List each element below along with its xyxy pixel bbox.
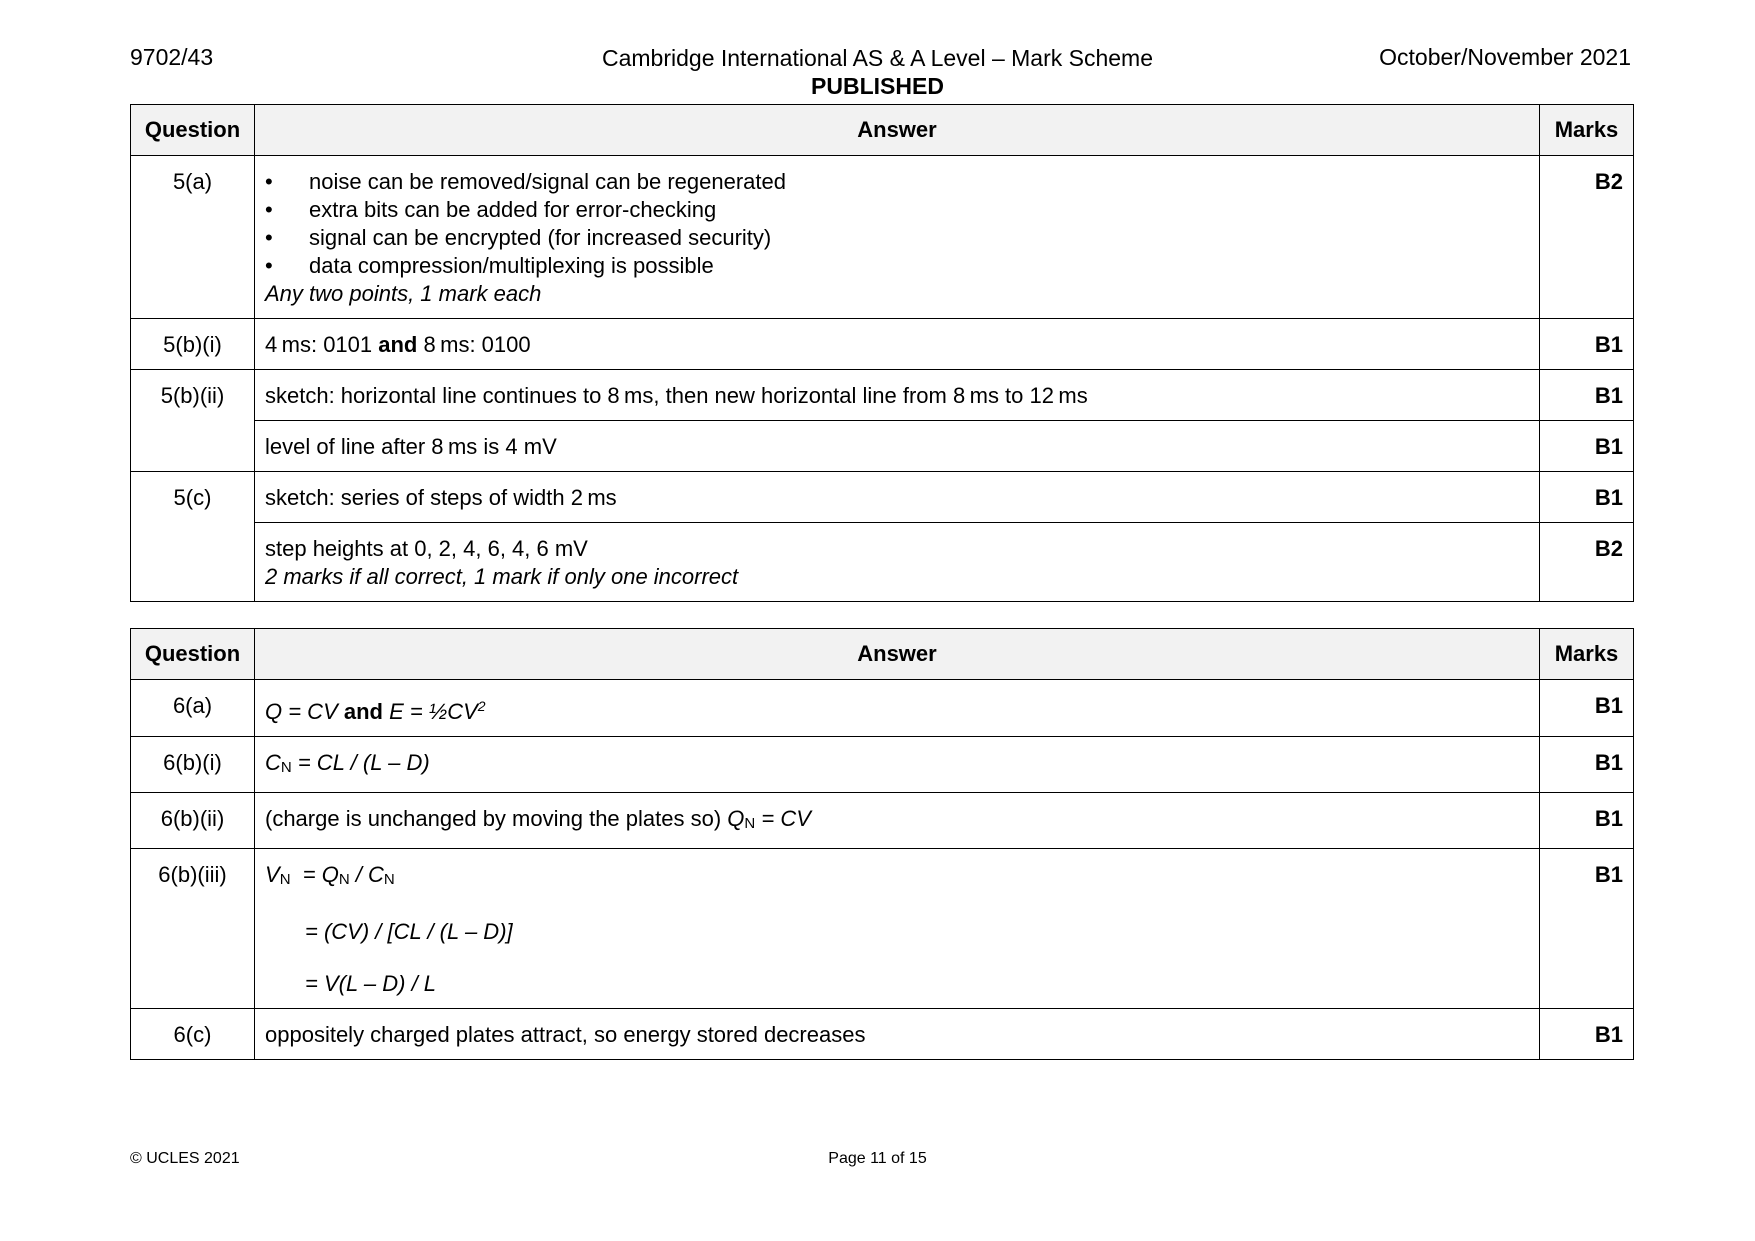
- answer-text: step heights at 0, 2, 4, 6, 4, 6 mV: [265, 536, 588, 561]
- table-row: [131, 472, 1634, 523]
- answer-text: 4 ms: 0101: [265, 332, 379, 357]
- derivation-line-2: = (CV) / [CL / (L – D)]: [305, 919, 513, 944]
- answer-cell: sketch: series of steps of width 2 ms: [255, 472, 1540, 523]
- question-label: 6(b)(iii): [131, 849, 255, 1009]
- table-row: [131, 849, 1634, 1009]
- question-label: 6(c): [131, 1009, 255, 1060]
- answer-cell: sketch: horizontal line continues to 8 ms, then new horizontal line from 8 ms to 12 ms: [255, 370, 1540, 421]
- answer-text: 8 ms: 0100: [417, 332, 531, 357]
- marks-header: Marks: [1540, 629, 1634, 680]
- mark-value: B1: [1540, 737, 1634, 793]
- table-header-row: [131, 105, 1634, 156]
- table-row: [131, 370, 1634, 421]
- table-row: [131, 523, 1634, 602]
- answer-text: (charge is unchanged by moving the plates so): [265, 806, 728, 831]
- question-label: 5(c): [131, 472, 255, 602]
- derivation-line-3: = V(L – D) / L: [305, 971, 437, 996]
- equation-rest: / C: [349, 862, 384, 887]
- symbol: C: [265, 750, 281, 775]
- answer-cell: [255, 849, 1540, 1009]
- list-item: • noise can be removed/signal can be regenerated: [265, 168, 1529, 196]
- question-header: Question: [131, 629, 255, 680]
- list-item: • extra bits can be added for error-checking: [265, 196, 1529, 224]
- symbol: Q: [727, 806, 745, 831]
- question-label: 5(b)(i): [131, 319, 255, 370]
- subscript: N: [279, 871, 291, 888]
- answer-bullet-list: [265, 168, 1529, 280]
- answer-cell: [255, 156, 1540, 319]
- answer-header: Answer: [255, 629, 1540, 680]
- table-row: [131, 793, 1634, 849]
- question-header: Question: [131, 105, 255, 156]
- mark-value: B2: [1540, 523, 1634, 602]
- paper-code: 9702/43: [130, 44, 214, 70]
- and-keyword: and: [378, 332, 418, 357]
- mark-value: B1: [1540, 472, 1634, 523]
- mark-value: B1: [1540, 319, 1634, 370]
- table-row: [131, 680, 1634, 737]
- subscript: N: [383, 871, 395, 888]
- answer-cell: [255, 319, 1540, 370]
- answer-cell: [255, 793, 1540, 849]
- mark-value: B1: [1540, 421, 1634, 472]
- answer-cell: [255, 737, 1540, 793]
- marking-note: Any two points, 1 mark each: [265, 281, 542, 306]
- table-row: [131, 1009, 1634, 1060]
- mark-value: B1: [1540, 370, 1634, 421]
- question-label: 5(b)(ii): [131, 370, 255, 472]
- document-title: Cambridge International AS & A Level – Mark Scheme: [601, 45, 1154, 71]
- equation-rest: = CL / (L – D): [291, 750, 430, 775]
- equation-rest: = CV: [755, 806, 811, 831]
- marks-header: Marks: [1540, 105, 1634, 156]
- marking-note: 2 marks if all correct, 1 mark if only one incorrect: [265, 564, 739, 589]
- table-row: [131, 737, 1634, 793]
- mark-value: B1: [1540, 1009, 1634, 1060]
- mark-scheme-table-q6: [130, 628, 1634, 1060]
- mark-value: B1: [1540, 849, 1634, 1009]
- mark-value: B2: [1540, 156, 1634, 319]
- mark-scheme-table-q5: [130, 104, 1634, 602]
- exam-session: October/November 2021: [1379, 44, 1631, 70]
- subscript: N: [338, 871, 350, 888]
- and-keyword: and: [343, 699, 383, 724]
- answer-header: Answer: [255, 105, 1540, 156]
- subscript: N: [280, 759, 292, 776]
- symbol: V: [265, 862, 280, 887]
- copyright-notice: © UCLES 2021: [130, 1150, 240, 1167]
- published-label: PUBLISHED: [811, 73, 944, 99]
- superscript: 2: [477, 698, 486, 714]
- table-header-row: [131, 629, 1634, 680]
- derivation-line-1: [265, 861, 1529, 894]
- answer-cell: [255, 523, 1540, 602]
- answer-cell: oppositely charged plates attract, so energy stored decreases: [255, 1009, 1540, 1060]
- answer-cell: level of line after 8 ms is 4 mV: [255, 421, 1540, 472]
- subscript: N: [744, 815, 756, 832]
- question-label: 6(a): [131, 680, 255, 737]
- table-row: [131, 319, 1634, 370]
- equation-charge: Q = CV: [265, 699, 344, 724]
- question-label: 5(a): [131, 156, 255, 319]
- list-item: • signal can be encrypted (for increased security): [265, 224, 1529, 252]
- answer-cell: [255, 680, 1540, 737]
- question-label: 6(b)(ii): [131, 793, 255, 849]
- equation-energy: E = ½CV: [382, 699, 478, 724]
- mark-value: B1: [1540, 680, 1634, 737]
- page-number: Page 11 of 15: [828, 1150, 927, 1167]
- table-row: [131, 421, 1634, 472]
- table-row: [131, 156, 1634, 319]
- question-label: 6(b)(i): [131, 737, 255, 793]
- mark-value: B1: [1540, 793, 1634, 849]
- list-item: • data compression/multiplexing is possible: [265, 252, 1529, 280]
- equation-rest: = Q: [290, 862, 339, 887]
